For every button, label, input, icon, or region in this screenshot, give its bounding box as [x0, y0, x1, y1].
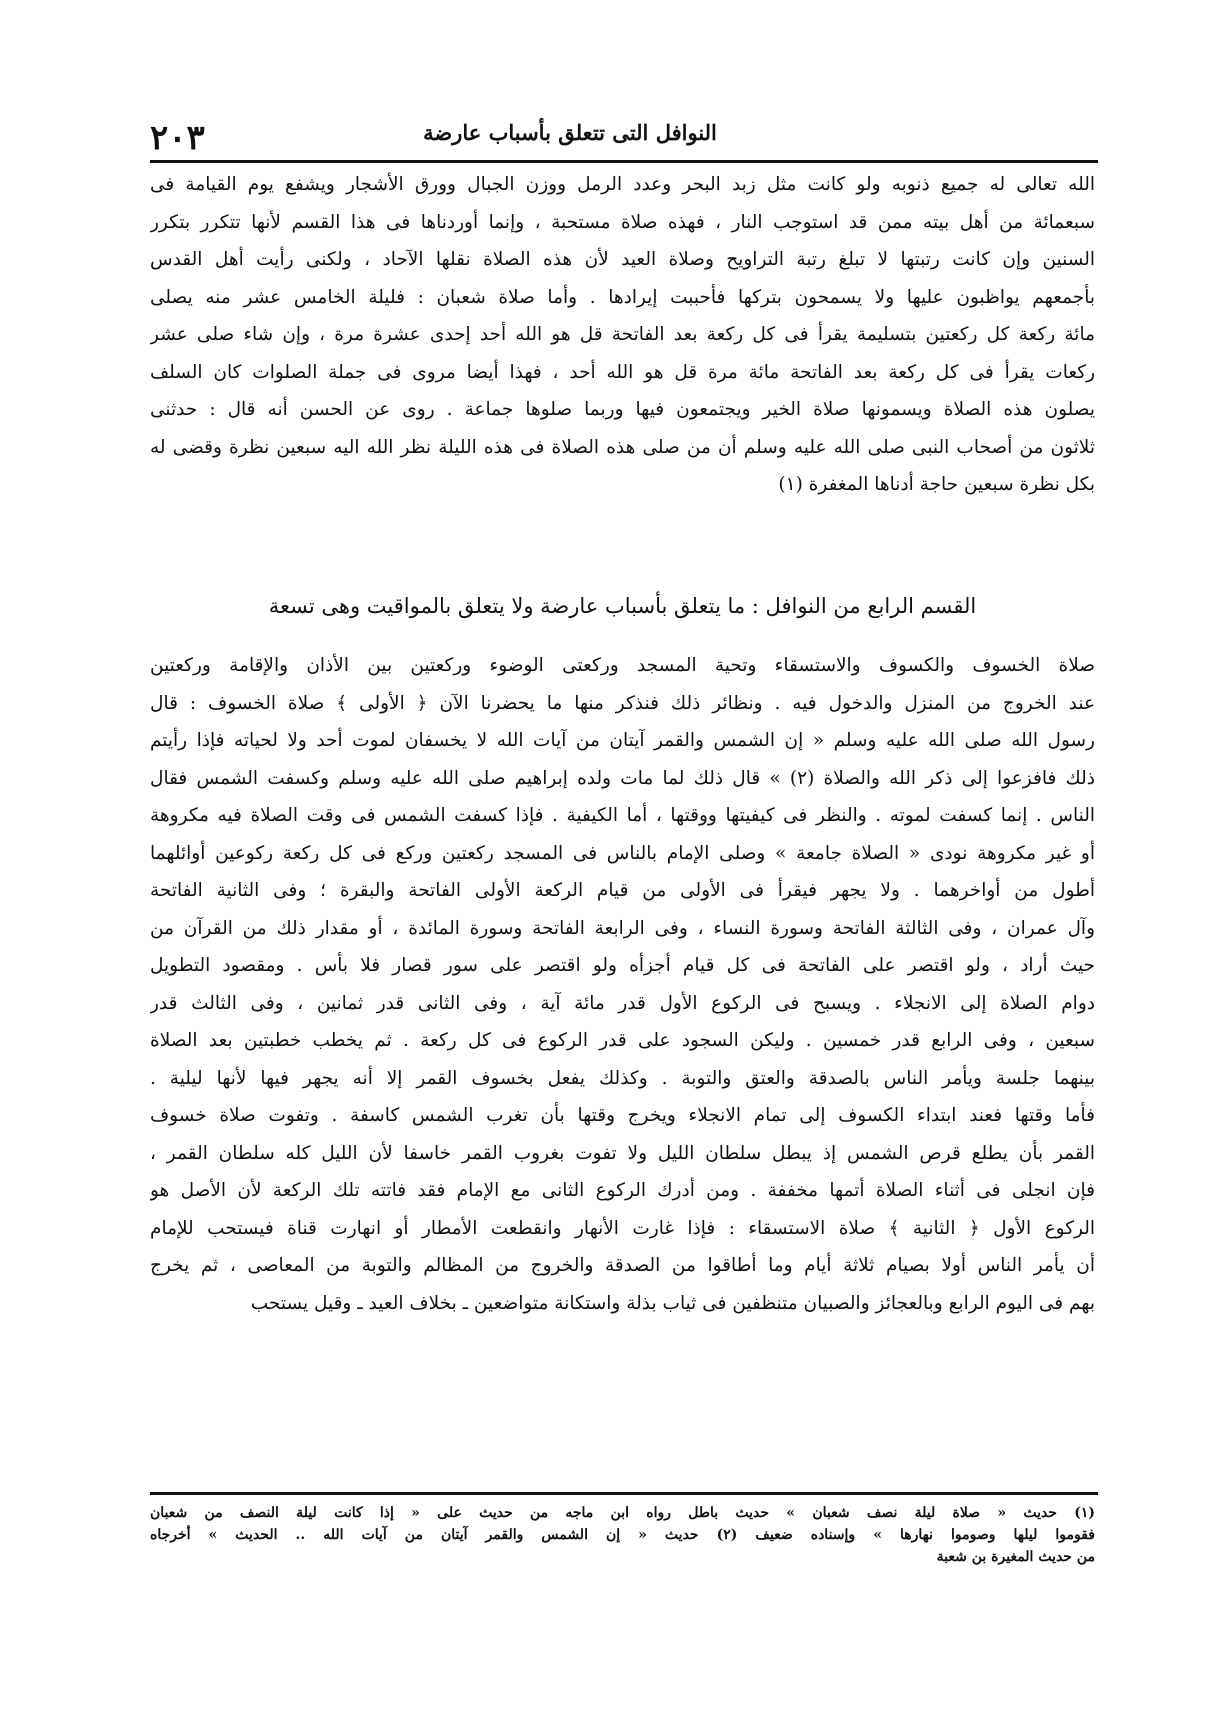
text-line: دوام الصلاة إلى الانجلاء . ويسبح فى الركوع الأول قدر مائة آية ، وفى الثانى قدر ثمانين ، وفى الثالث قدر	[150, 992, 1095, 1014]
paragraph-2	[150, 647, 1095, 1322]
text-line: سبعين ، وفى الرابع قدر خمسين . وليكن السجود على قدر الركوع فى كل ركعة . ثم يخطب خطبتين بعد الصلاة	[150, 1030, 1095, 1051]
text-line: صلاة الخسوف والكسوف والاستسقاء وتحية المسجد وركعتى الوضوء وركعتين بين الأذان والإقامة وركعتين	[150, 655, 1095, 676]
text-line: حيث أراد ، ولو اقتصر على الفاتحة فى كل قيام أجزأه ولو اقتصر على سور قصار فلا بأس . ومقصود التطويل	[150, 955, 1095, 976]
text-line: السنين وإن كانت رتبتها لا تبلغ رتبة التراويح وصلاة العيد لأن هذه الصلاة نقلها الآحاد ، ولكنى رأيت أهل القدس	[150, 249, 1095, 270]
footnote-line: فقوموا ليلها وصوموا نهارها » وإسناده ضعيف (٢) حديث « إن الشمس والقمر آيتان من آيات الله .. الحديث » أخرجاه	[150, 1527, 1095, 1543]
text-line: ثلاثون من أصحاب النبى صلى الله عليه وسلم أن من صلى هذه الصلاة فى هذه الليلة نظر الله اليه سبعين نظرة وقضى له	[150, 436, 1095, 458]
text-line: أن يأمر الناس أولا بصيام ثلاثة أيام وما أطاقوا من الصدقة والخروج من المظالم والتوبة من المعاصى ، ثم يخرج	[150, 1255, 1095, 1276]
text-line: ذلك فافزعوا إلى ذكر الله والصلاة (٢) » قال ذلك لما مات ولده إبراهيم صلى الله عليه وسلم وكسفت الشمس فقال	[150, 767, 1095, 789]
text-line: وآل عمران ، وفى الثالثة الفاتحة وسورة النساء ، وفى الرابعة الفاتحة وسورة المائدة ، أو مقدار ذلك من القرآن من	[150, 917, 1095, 939]
footnote-rule	[150, 1492, 1098, 1495]
text-line: ركعات يقرأ فى كل ركعة بعد الفاتحة مائة مرة قل هو الله أحد ، فهذا أيضا مروى فى جملة الصلوات كان السلف	[150, 361, 1095, 383]
text-line: بكل نظرة سبعين حاجة أدناها المغفرة (١)	[778, 474, 1095, 495]
text-line: الركوع الأول ﴿ الثانية ﴾ صلاة الاستسقاء : فإذا غارت الأنهار وانقطعت الأمطار أو انهارت قناة فيستحب للإمام	[150, 1217, 1095, 1239]
running-title: النوافل التى تتعلق بأسباب عارضة	[423, 120, 717, 145]
text-line: فأما وقتها فعند ابتداء الكسوف إلى تمام الانجلاء ويخرج وقتها بأن تغرب الشمس كاسفة . وتفوت صلاة خسوف	[150, 1105, 1095, 1126]
footnote-line: (١) حديث « صلاة ليلة نصف شعبان » حديث باطل رواه ابن ماجه من حديث على « إذا كانت ليلة النصف من شعبان	[150, 1505, 1095, 1521]
footnotes	[150, 1502, 1095, 1568]
text-line: الناس . إنما كسفت لموته . والنظر فى كيفيتها ووقتها ، أما الكيفية . فإذا كسفت الشمس فى وقت الصلاة فيه مكروهة	[150, 805, 1095, 826]
page-number: ٢٠٣	[150, 118, 205, 158]
text-line: عند الخروج من المنزل والدخول فيه . ونظائر ذلك فنذكر منها ما يحضرنا الآن ﴿ الأولى ﴾ صلاة الخسوف : قال	[150, 692, 1095, 714]
text-line: الله تعالى له جميع ذنوبه ولو كانت مثل زبد البحر وعدد الرمل ووزن الجبال وورق الأشجار ويشفع يوم القيامة فى	[150, 174, 1095, 195]
text-line: يصلون هذه الصلاة ويسمونها صلاة الخير ويجتمعون فيها وربما صلوها جماعة . روى عن الحسن أنه قال : حدثنى	[150, 399, 1095, 420]
paragraph-1	[150, 166, 1095, 504]
text-line: بهم فى اليوم الرابع وبالعجائز والصبيان متنظفين فى ثياب بذلة واستكانة متواضعين ـ بخلاف العيد ـ وقيل يستحب	[250, 1292, 1095, 1314]
text-line: فإن انجلى فى أثناء الصلاة أتمها مخففة . ومن أدرك الركوع الثانى مع الإمام فقد فاتته تلك الركعة لأن الأصل هو	[150, 1180, 1095, 1201]
text-line: بينهما جلسة ويأمر الناس بالصدقة والعتق والتوبة . وكذلك يفعل بخسوف القمر إلا أنه يجهر فيها لأنها ليلية .	[150, 1067, 1095, 1089]
text-line: القمر بأن يطلع قرص الشمس إذ يبطل سلطان الليل ولا تفوت بغروب القمر خاسفا لأن الليل كله سلطان القمر ،	[150, 1142, 1095, 1164]
section-heading: القسم الرابع من النوافل : ما يتعلق بأسباب عارضة ولا يتعلق بالمواقيت وهى تسعة	[268, 594, 977, 618]
text-line: بأجمعهم يواظبون عليها ولا يسمحون بتركها فأحببت إيرادها . وأما صلاة شعبان : فليلة الخامس عشر منه يصلى	[150, 286, 1095, 308]
text-line: مائة ركعة كل ركعتين بتسليمة يقرأ فى كل ركعة بعد الفاتحة قل هو الله أحد إحدى عشرة مرة ، وإن شاء صلى عشر	[150, 324, 1095, 345]
text-line: سبعمائة من أهل بيته ممن قد استوجب النار ، فهذه صلاة مستحبة ، وإنما أوردناها فى هذا القسم لأنها تتكرر بتكرر	[150, 211, 1095, 233]
text-line: رسول الله صلى الله عليه وسلم « إن الشمس والقمر آيتان من آيات الله لا يخسفان لموت أحد ولا لحياته فإذا رأيتم	[150, 730, 1095, 751]
header-rule	[150, 160, 1098, 163]
text-line: أطول من أواخرهما . ولا يجهر فيقرأ فى الأولى من قيام الركعة الأولى الفاتحة والبقرة ؛ وفى الثانية الفاتحة	[150, 880, 1095, 901]
footnote-line: من حديث المغيرة بن شعبة	[936, 1549, 1095, 1565]
text-line: أو غير مكروهة نودى « الصلاة جامعة » وصلى الإمام بالناس فى المسجد ركعتين وركع فى كل ركعة ركوعين أوائلهما	[150, 842, 1095, 864]
